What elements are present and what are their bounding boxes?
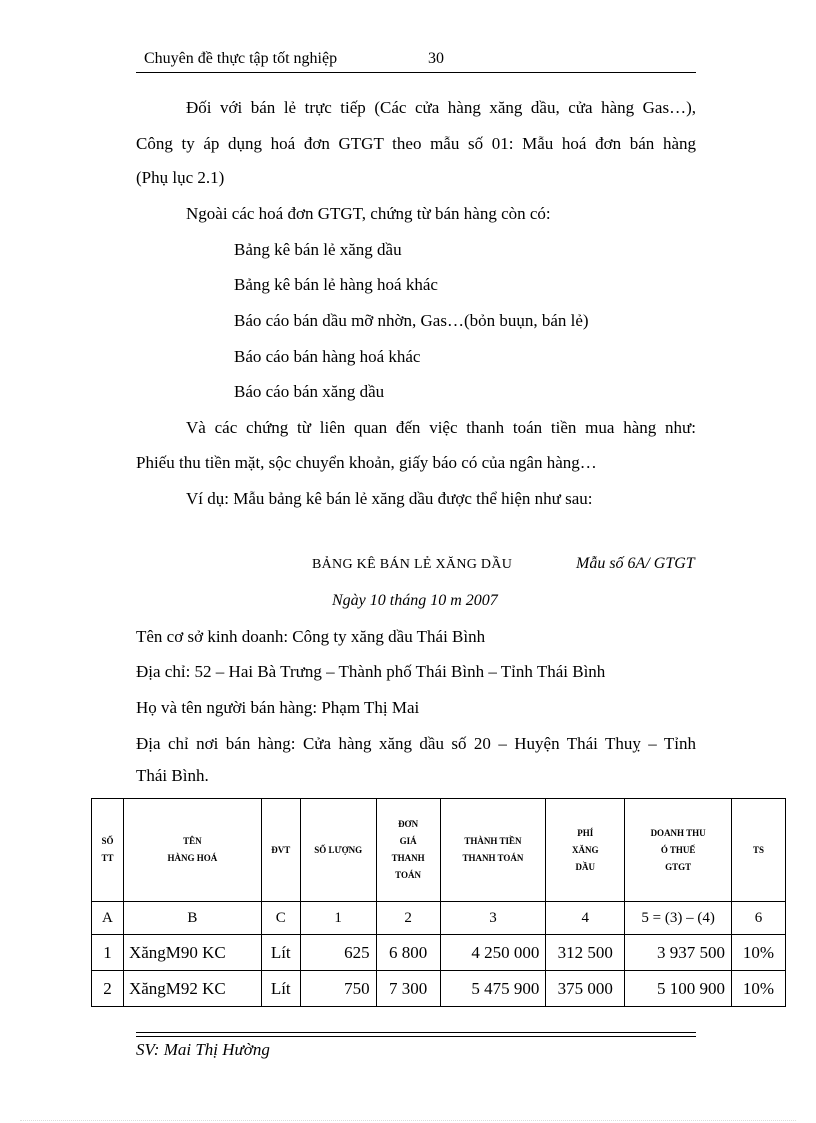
- form-number: Mẫu số 6A/ GTGT: [576, 555, 695, 572]
- form-date: Ngày 10 tháng 10 m 2007: [332, 592, 498, 609]
- cell-unit: Lít: [261, 971, 300, 1007]
- table-row: [92, 971, 786, 1007]
- cell-qty: 625: [300, 935, 376, 971]
- paragraph-4: Ví dụ: Mẫu bảng kê bán lẻ xăng dầu được thể hiện như sau:: [186, 489, 593, 508]
- header-name: TÊN HÀNG HOÁ: [123, 799, 261, 902]
- cell-revenue: 3 937 500: [625, 935, 732, 971]
- code-cell: C: [261, 902, 300, 935]
- cell-fee: 375 000: [546, 971, 625, 1007]
- code-cell: 5 = (3) – (4): [625, 902, 732, 935]
- table-code-row: [92, 902, 786, 935]
- code-cell: B: [123, 902, 261, 935]
- sale-place-line-2: Thái Bình.: [136, 766, 209, 785]
- cell-revenue: 5 100 900: [625, 971, 732, 1007]
- cell-name: XăngM90 KC: [123, 935, 261, 971]
- footer-author: SV: Mai Thị Hường: [136, 1040, 270, 1059]
- list-item: Báo cáo bán dầu mỡ nhờn, Gas…(bỏn buụn, bán lẻ): [234, 311, 589, 330]
- header-unit: ĐVT: [261, 799, 300, 902]
- list-item: Bảng kê bán lẻ xăng dầu: [234, 240, 402, 259]
- business-address: Địa chỉ: 52 – Hai Bà Trưng – Thành phố Thái Bình – Tỉnh Thái Bình: [136, 662, 606, 681]
- cell-qty: 750: [300, 971, 376, 1007]
- list-item: Báo cáo bán xăng dầu: [234, 382, 385, 401]
- paragraph-3-line-1: Và các chứng từ liên quan đến việc thanh toán tiền mua hàng như:: [186, 418, 696, 437]
- page-number: 30: [428, 50, 444, 67]
- paragraph-1-line-1: Đối với bán lẻ trực tiếp (Các cửa hàng xăng dầu, cửa hàng Gas…),: [186, 98, 696, 117]
- table-header-row: [92, 799, 786, 902]
- code-cell: 2: [376, 902, 440, 935]
- header-title: Chuyên đề thực tập tốt nghiệp: [144, 50, 338, 67]
- header-fee: PHÍ XĂNG DẦU: [546, 799, 625, 902]
- cell-price: 7 300: [376, 971, 440, 1007]
- cell-stt: 2: [92, 971, 124, 1007]
- header-qty: SỐ LƯỢNG: [300, 799, 376, 902]
- sale-place-line-1: Địa chỉ nơi bán hàng: Cửa hàng xăng dầu số 20 – Huyện Thái Thuỵ – Tỉnh: [136, 734, 696, 753]
- cell-price: 6 800: [376, 935, 440, 971]
- cell-fee: 312 500: [546, 935, 625, 971]
- cell-name: XăngM92 KC: [123, 971, 261, 1007]
- cell-unit: Lít: [261, 935, 300, 971]
- footer-divider: [136, 1032, 696, 1037]
- cell-stt: 1: [92, 935, 124, 971]
- header-ts: TS: [732, 799, 786, 902]
- cell-ts: 10%: [732, 935, 786, 971]
- paragraph-1-line-3: (Phụ lục 2.1): [136, 168, 225, 187]
- cell-amount: 4 250 000: [440, 935, 546, 971]
- paragraph-1-line-2: Công ty áp dụng hoá đơn GTGT theo mẫu số 01: Mẫu hoá đơn bán hàng: [136, 134, 696, 153]
- seller-name: Họ và tên người bán hàng: Phạm Thị Mai: [136, 698, 420, 717]
- form-title: BẢNG KÊ BÁN LẺ XĂNG DẦU: [312, 557, 513, 572]
- page-header: [136, 50, 696, 73]
- cell-amount: 5 475 900: [440, 971, 546, 1007]
- list-item: Bảng kê bán lẻ hàng hoá khác: [234, 275, 438, 294]
- code-cell: 3: [440, 902, 546, 935]
- business-name: Tên cơ sở kinh doanh: Công ty xăng dầu Thái Bình: [136, 627, 486, 646]
- code-cell: 6: [732, 902, 786, 935]
- header-price: ĐƠN GIÁ THANH TOÁN: [376, 799, 440, 902]
- code-cell: A: [92, 902, 124, 935]
- page-bottom-edge: [20, 1120, 796, 1121]
- paragraph-3-line-2: Phiếu thu tiền mặt, sộc chuyển khoản, giấy báo có của ngân hàng…: [136, 453, 597, 472]
- code-cell: 4: [546, 902, 625, 935]
- header-stt: SỐ TT: [92, 799, 124, 902]
- cell-ts: 10%: [732, 971, 786, 1007]
- sales-table: [91, 798, 786, 1007]
- paragraph-2: Ngoài các hoá đơn GTGT, chứng từ bán hàng còn có:: [186, 204, 551, 223]
- list-item: Báo cáo bán hàng hoá khác: [234, 347, 421, 366]
- header-revenue: DOANH THU Ó THUẾ GTGT: [625, 799, 732, 902]
- header-amount: THÀNH TIỀN THANH TOÁN: [440, 799, 546, 902]
- code-cell: 1: [300, 902, 376, 935]
- table-row: [92, 935, 786, 971]
